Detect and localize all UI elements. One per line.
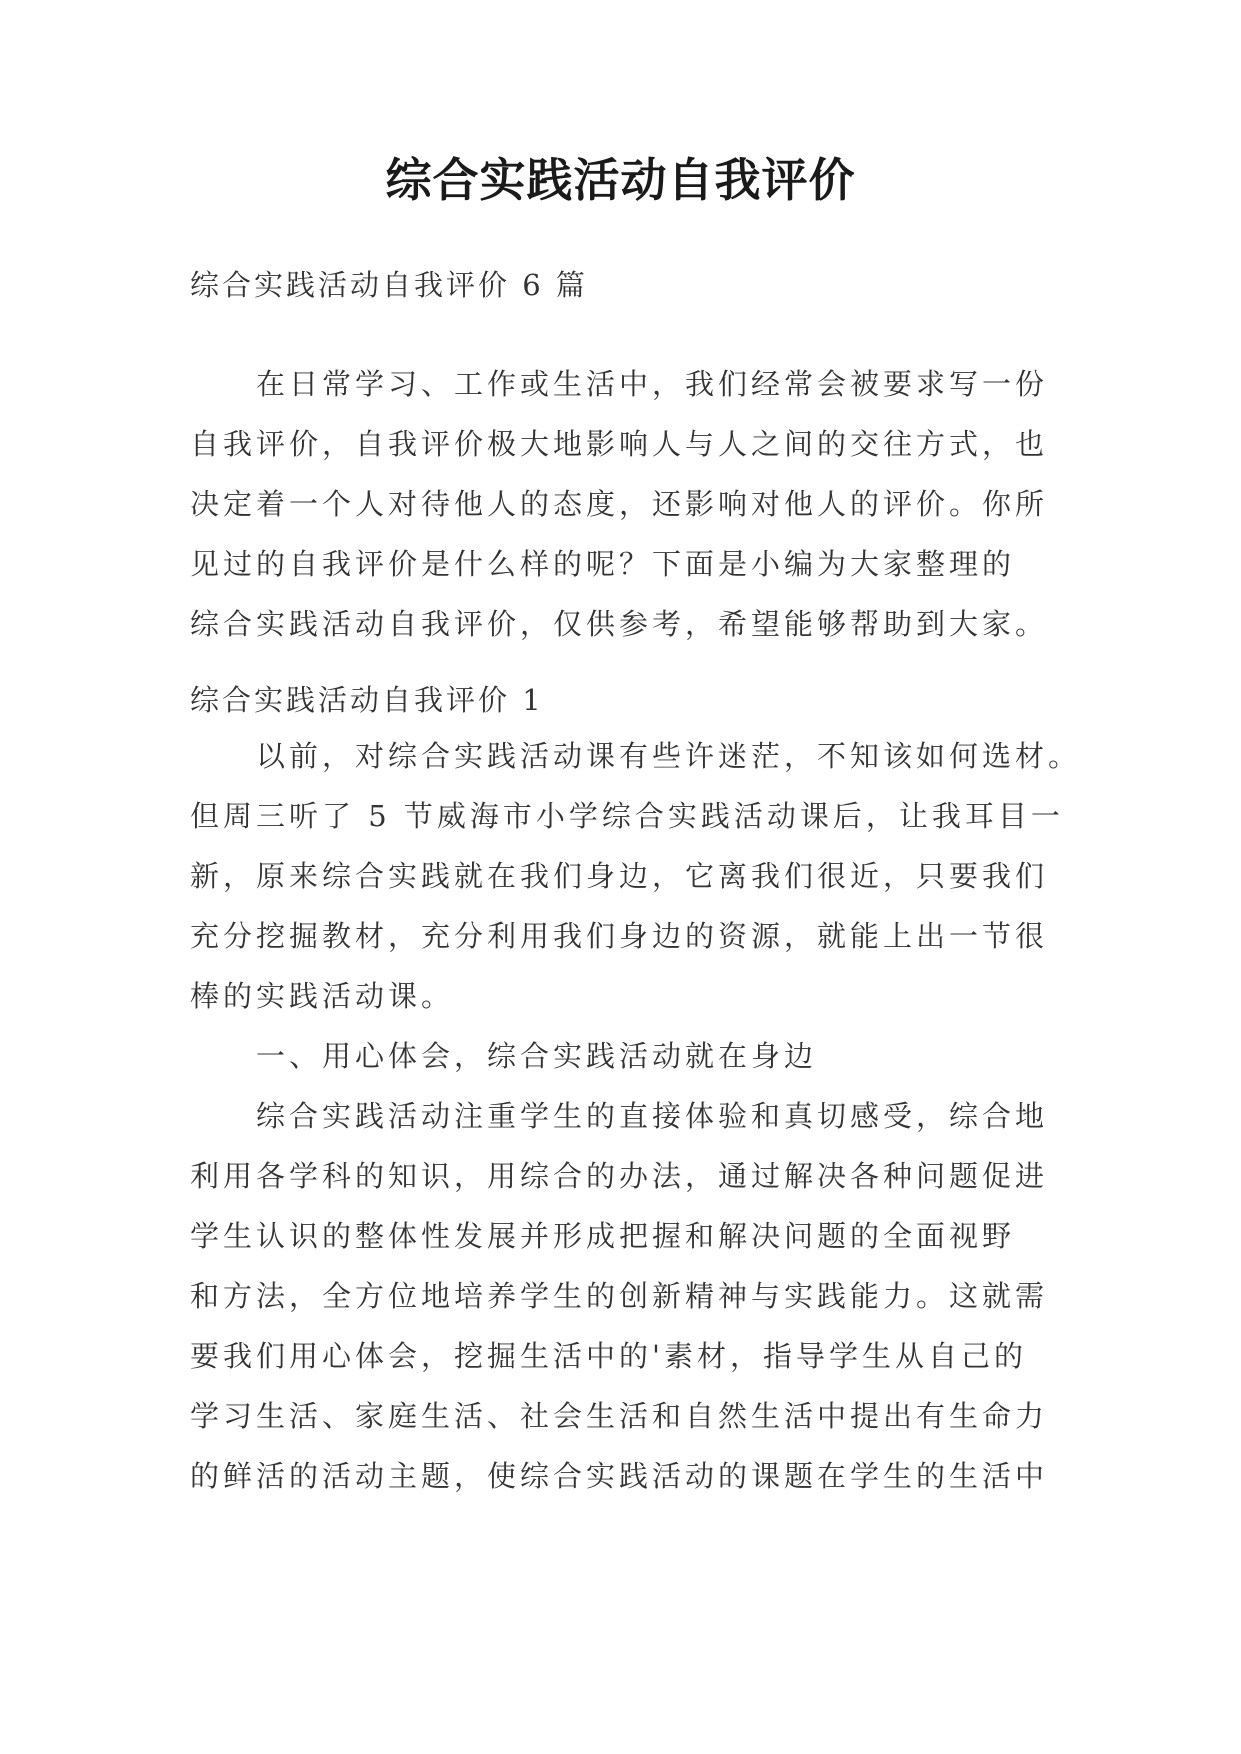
paragraph-line: 充分挖掘教材，充分利用我们身边的资源，就能上出一节很 (190, 919, 1049, 953)
section-heading: 综合实践活动自我评价 1 (190, 683, 544, 717)
document-title: 综合实践活动自我评价 (385, 153, 856, 207)
paragraph-line: 综合实践活动注重学生的直接体验和真切感受，综合地 (256, 1099, 1049, 1133)
intro-line: 见过的自我评价是什么样的呢？下面是小编为大家整理的 (190, 547, 1016, 581)
paragraph-line: 新，原来综合实践就在我们身边，它离我们很近，只要我们 (190, 859, 1049, 893)
intro-line: 在日常学习、工作或生活中，我们经常会被要求写一份 (256, 367, 1049, 401)
intro-line: 自我评价，自我评价极大地影响人与人之间的交往方式，也 (190, 427, 1049, 461)
intro-line: 综合实践活动自我评价，仅供参考，希望能够帮助到大家。 (190, 607, 1049, 641)
subheading-block (190, 1026, 1070, 1086)
paragraph-line: 和方法，全方位地培养学生的创新精神与实践能力。这就需 (190, 1279, 1049, 1313)
section1-paragraph2 (190, 1086, 1070, 1506)
paragraph-line: 学生认识的整体性发展并形成把握和解决问题的全面视野 (190, 1219, 1016, 1253)
intro-paragraph (190, 354, 1070, 654)
section1-paragraph1 (190, 726, 1082, 1026)
paragraph-line: 棒的实践活动课。 (190, 979, 455, 1013)
paragraph-line: 利用各学科的知识，用综合的办法，通过解决各种问题促进 (190, 1159, 1049, 1193)
paragraph-line: 要我们用心体会，挖掘生活中的'素材，指导学生从自己的 (190, 1339, 1027, 1373)
intro-line: 决定着一个人对待他人的态度，还影响对他人的评价。你所 (190, 487, 1049, 521)
paragraph-line: 以前，对综合实践活动课有些许迷茫，不知该如何选材。 (256, 739, 1082, 773)
paragraph-line: 但周三听了 5 节威海市小学综合实践活动课后，让我耳目一 (190, 799, 1064, 833)
paragraph-line: 的鲜活的活动主题，使综合实践活动的课题在学生的生活中 (190, 1459, 1049, 1493)
paragraph-line: 学习生活、家庭生活、社会生活和自然生活中提出有生命力 (190, 1399, 1049, 1433)
document-subtitle: 综合实践活动自我评价 6 篇 (190, 268, 588, 302)
subheading: 一、用心体会，综合实践活动就在身边 (256, 1039, 818, 1073)
